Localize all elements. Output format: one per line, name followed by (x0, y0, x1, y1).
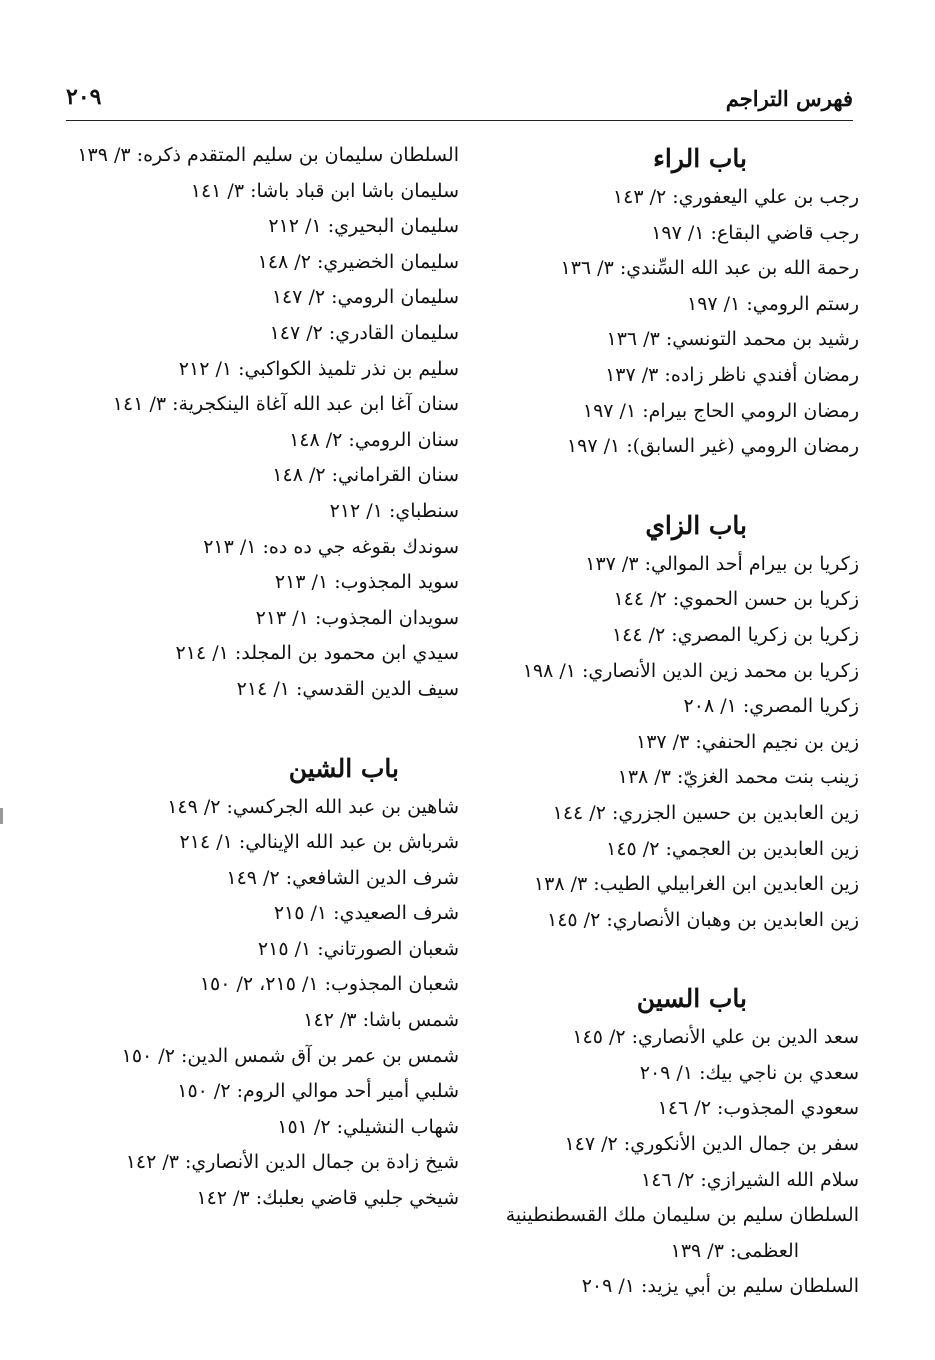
index-entry: سنطباي: ١/ ٢١٢ (329, 499, 459, 522)
index-entry: سليمان باشا ابن قباد باشا: ٣/ ١٤١ (190, 179, 459, 202)
index-entry: سويد المجذوب: ١/ ٢١٣ (274, 571, 459, 594)
index-entry: زين العابدين بن حسين الجزري: ٢/ ١٤٤ (552, 801, 859, 824)
section-heading-shin: باب الشين (288, 753, 399, 783)
index-entry: رشيد بن محمد التونسي: ٣/ ١٣٦ (606, 328, 859, 351)
index-entry: سليمان الخضيري: ٢/ ١٤٨ (257, 250, 459, 273)
index-entry-wrapped-line1: السلطان سليم بن سليمان ملك القسطنطينية (505, 1204, 859, 1227)
index-entry: سنان آغا ابن عبد الله آغاة الينكجرية: ٣/ ١٤١ (112, 393, 459, 416)
page-header (66, 82, 853, 121)
index-entry: سليم بن نذر تلميذ الكواكبي: ١/ ٢١٢ (178, 357, 459, 380)
index-entry: شرباش بن عبد الله الإينالي: ١/ ٢١٤ (179, 831, 459, 854)
index-entry: زكريا بن حسن الحموي: ٢/ ١٤٤ (613, 588, 859, 611)
index-entry: شمس باشا: ٣/ ١٤٢ (303, 1009, 459, 1032)
index-entry: رمضان الرومي الحاج بيرام: ١/ ١٩٧ (582, 399, 859, 422)
index-entry: زين بن نجيم الحنفي: ٣/ ١٣٧ (636, 730, 859, 753)
index-entry: سيدي ابن محمود بن المجلد: ١/ ٢١٤ (175, 642, 459, 665)
index-entry: زكريا المصري: ١/ ٢٠٨ (683, 695, 859, 718)
index-column-right (479, 138, 859, 1305)
index-entry: سليمان الرومي: ٢/ ١٤٧ (271, 286, 459, 309)
index-entry: رجب قاضي البقاع: ١/ ١٩٧ (651, 221, 859, 244)
index-entry: سليمان القادري: ٢/ ١٤٧ (269, 321, 459, 344)
index-entry: رستم الرومي: ١/ ١٩٧ (687, 292, 859, 315)
index-entry: سنان القراماني: ٢/ ١٤٨ (272, 464, 459, 487)
index-entry: شرف الصعيدي: ١/ ٢١٥ (273, 902, 459, 925)
index-entry: السلطان سليمان بن سليم المتقدم ذكره: ٣/ ١٣٩ (77, 144, 459, 166)
index-entry: سعدي بن ناجي بيك: ١/ ٢٠٩ (639, 1061, 859, 1084)
index-entry: شلبي أمير أحد موالي الروم: ٢/ ١٥٠ (177, 1080, 459, 1103)
index-entry: سلام الله الشيرازي: ٢/ ١٤٦ (641, 1168, 859, 1191)
index-entry-wrapped-line2: العظمى: ٣/ ١٣٩ (670, 1239, 799, 1262)
index-entry: سليمان البحيري: ١/ ٢١٢ (268, 215, 459, 238)
index-entry: سفر بن جمال الدين الأنكوري: ٢/ ١٤٧ (564, 1133, 859, 1156)
index-entry: رحمة الله بن عبد الله السِّندي: ٣/ ١٣٦ (560, 257, 859, 280)
index-entry: سنان الرومي: ٢/ ١٤٨ (289, 428, 459, 451)
index-entry: رمضان أفندي ناظر زاده: ٣/ ١٣٧ (605, 363, 859, 386)
section-heading-ra: باب الراء (653, 144, 747, 173)
index-entry: شعبان المجذوب: ١/ ٢١٥، ٢/ ١٥٠ (199, 973, 459, 996)
index-entry: شيخ زادة بن جمال الدين الأنصاري: ٣/ ١٤٢ (125, 1151, 459, 1174)
index-entry: رمضان الرومي (غير السابق): ١/ ١٩٧ (566, 435, 859, 458)
index-entry: زكريا بن زكريا المصري: ٢/ ١٤٤ (611, 623, 859, 646)
page-number: ٢٠٩ (66, 84, 102, 110)
running-title: فهرس التراجم (725, 86, 853, 111)
section-gap (59, 708, 459, 748)
index-entry: شرف الدين الشافعي: ٢/ ١٤٩ (226, 866, 459, 889)
index-entry: زين العابدين بن وهبان الأنصاري: ٢/ ١٤٥ (547, 908, 859, 931)
index-entry: شيخي جلبي قاضي بعلبك: ٣/ ١٤٢ (196, 1187, 459, 1210)
index-entry: زكريا بن محمد زين الدين الأنصاري: ١/ ١٩٨ (522, 659, 859, 682)
index-entry: سويدان المجذوب: ١/ ٢١٣ (255, 606, 459, 629)
section-gap (479, 938, 859, 978)
index-entry: شعبان الصورتاني: ١/ ٢١٥ (257, 937, 459, 960)
index-entry: شهاب النشيلي: ٢/ ١٥١ (277, 1115, 459, 1138)
section-heading-zay: باب الزاي (645, 510, 747, 540)
index-entry: شاهين بن عبد الله الجركسي: ٢/ ١٤٩ (167, 795, 459, 818)
section-gap (479, 465, 859, 505)
scan-margin-mark (0, 808, 3, 824)
index-entry: شمس بن عمر بن آق شمس الدين: ٢/ ١٥٠ (121, 1044, 459, 1067)
index-entry: زين العابدين بن العجمي: ٢/ ١٤٥ (606, 837, 859, 860)
index-column-left (59, 138, 459, 1217)
index-entry: زينب بنت محمد الغزيّ: ٣/ ١٣٨ (617, 766, 859, 789)
index-entry: سوندك بقوغه جي ده ده: ١/ ٢١٣ (203, 535, 459, 558)
index-entry: سيف الدين القدسي: ١/ ٢١٤ (236, 677, 459, 700)
index-entry: زين العابدين ابن الغرابيلي الطيب: ٣/ ١٣٨ (533, 873, 859, 896)
index-entry: سعد الدين بن علي الأنصاري: ٢/ ١٤٥ (572, 1026, 859, 1049)
index-entry: زكريا بن بيرام أحد الموالي: ٣/ ١٣٧ (585, 552, 859, 575)
index-entry: سعودي المجذوب: ٢/ ١٤٦ (657, 1097, 859, 1120)
index-entry: السلطان سليم بن أبي يزيد: ١/ ٢٠٩ (581, 1275, 859, 1298)
index-entry: رجب بن علي اليعفوري: ٢/ ١٤٣ (612, 186, 859, 208)
section-heading-sin: باب السين (636, 984, 747, 1014)
